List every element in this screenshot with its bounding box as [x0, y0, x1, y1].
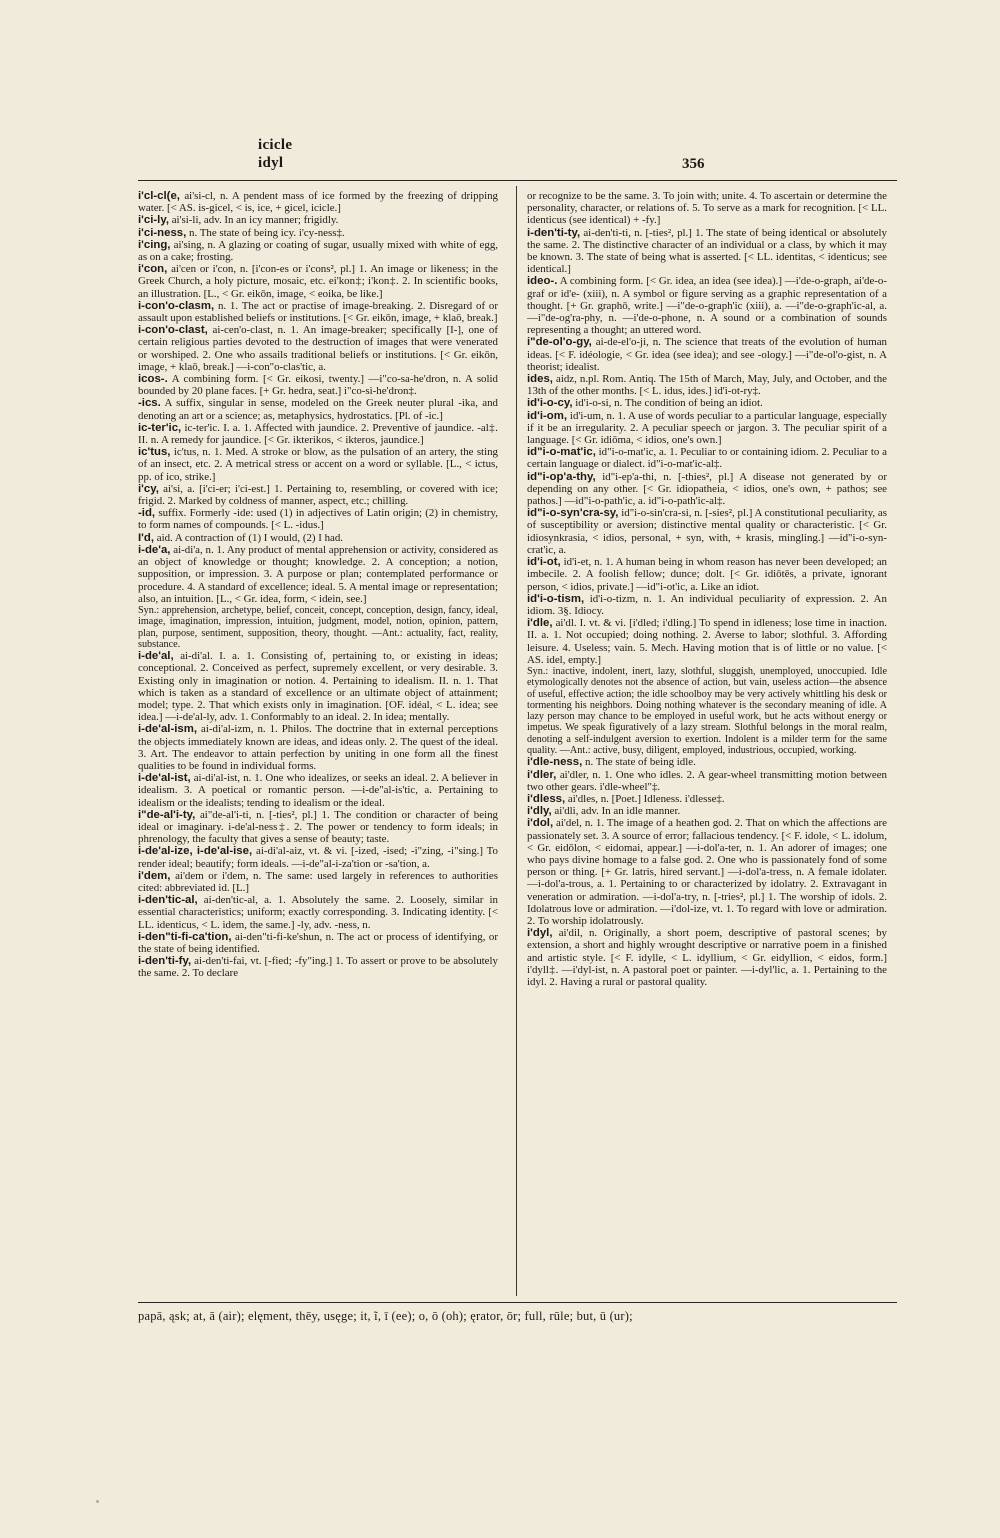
dictionary-entry	[138, 845, 498, 869]
entry-definition: id"i-ep'a-thi, n. [-thies², pl.] A disease not generated by or depending on any other. [< Gr. idiopatheia, < idios, one's own, + pathos; see pathos.] —id"i-o-path'ic, a. id"i-o-path'ic-al‡.	[527, 470, 887, 508]
dictionary-entry	[527, 336, 887, 373]
dictionary-entry	[138, 955, 498, 979]
entry-headword: i-de'a,	[138, 543, 171, 556]
left-column	[138, 190, 498, 1296]
entry-headword: i'cy,	[138, 482, 159, 495]
entry-headword: id"i-op'a-thy,	[527, 470, 596, 483]
entry-definition: ai'dil, n. Originally, a short poem, descriptive of pastoral scenes; by extension, a short and highly wrought descriptive or narrative poem in a finished and artistic style. [< F. idylle, < L. idyllium, < Gr. eidyllion, < eidos, form.] i'dyll‡. —i'dyl-ist, n. A pastoral poet or painter. —i-dyl'lic, a. 1. Pertaining to the idyl. 2. Having a rural or pastoral quality.	[527, 927, 887, 988]
dictionary-entry	[138, 870, 498, 894]
entry-headword: id'i-o-tism,	[527, 592, 585, 605]
entry-headword: i'con,	[138, 263, 168, 276]
entry-headword: I'd,	[138, 531, 154, 544]
dictionary-entry	[527, 556, 887, 593]
dictionary-entry	[527, 805, 887, 817]
dictionary-entry	[138, 446, 498, 483]
dictionary-entry	[138, 324, 498, 373]
entry-definition: or recognize to be the same. 3. To join with; unite. 4. To ascertain or determine the personality, character, or relations of. 5. To serve as a mark for recognition. [< LL. identicus (see identical) + -fy.]	[527, 190, 887, 227]
entry-definition: A suffix, singular in sense, modeled on the Greek neuter plural -ika, and denoting an art or a science; as, metaphysics, hydrostatics. [Pl. of -ic.]	[138, 397, 498, 422]
entry-definition: ai'dles, n. [Poet.] Idleness. i'dlesse‡.	[567, 792, 725, 805]
paper-speck	[96, 1500, 99, 1503]
dictionary-entry	[527, 471, 887, 508]
dictionary-entry	[138, 397, 498, 421]
entry-definition: id'i-et, n. 1. A human being in whom reason has never been developed; an imbecile. 2. A foolish fellow; dunce; dolt. [< Gr. idiōtēs, a private, ignorant person, < idios, private.] —id"i-ot'ic, a. Like an idiot.	[527, 556, 887, 593]
entry-definition: Syn.: apprehension, archetype, belief, conceit, concept, conception, design, fancy, ideal, image, imagination, impression, intuition, judgment, model, notion, opinion, pattern, plan, purpose, sentiment, supposition, theory, thought. —Ant.: actuality, fact, reality, substance.	[138, 604, 498, 650]
entry-headword: -id,	[138, 507, 156, 520]
entry-headword: i'ci-ness,	[138, 226, 187, 239]
dictionary-entry	[138, 214, 498, 226]
entry-headword: i'cing,	[138, 238, 171, 251]
entry-headword: i-de'al-ism,	[138, 723, 198, 736]
dictionary-entry	[138, 422, 498, 446]
entry-headword: id"i-o-syn'cra-sy,	[527, 507, 619, 520]
entry-definition: ai-den'tic-al, a. 1. Absolutely the same. 2. Loosely, similar in essential characteristics; uniform; exactly corresponding. 3. Indicating identity. [< LL. identicus, < L. idem, the same.] -ly, adv. -ness, n.	[138, 894, 498, 931]
entry-headword: i'dly,	[527, 805, 552, 818]
dictionary-entry	[527, 769, 887, 793]
entry-definition: ai-den"ti-fi-ke'shun, n. The act or process of identifying, or the state of being identified.	[138, 930, 498, 955]
page-number: 356	[682, 156, 705, 172]
dictionary-entry	[138, 300, 498, 324]
dictionary-entry	[527, 817, 887, 927]
entry-headword: i'cl-cl(e,	[138, 190, 180, 202]
entry-definition: n. The state of being icy. i'cy-ness‡.	[189, 226, 345, 239]
entry-headword: i'dler,	[527, 768, 557, 781]
entry-headword: -ics.	[138, 397, 161, 410]
dictionary-entry	[138, 190, 498, 214]
dictionary-entry	[138, 239, 498, 263]
dictionary-entry	[527, 617, 887, 666]
entry-headword: i-con'o-clast,	[138, 324, 208, 337]
entry-headword: ic'tus,	[138, 446, 171, 459]
entry-definition: ai'dli, adv. In an idle manner.	[554, 805, 681, 818]
entry-headword: i'dle-ness,	[527, 756, 583, 769]
dictionary-entry	[138, 507, 498, 531]
entry-definition: A combining form. [< Gr. eikosi, twenty.] —i"co-sa-he'dron, n. A solid bounded by 20 plane faces. [+ Gr. hedra, seat.] i"co-si-he'dron‡.	[138, 373, 498, 398]
entry-definition: id'i-o-tizm, n. 1. An individual peculiarity of expression. 2. An idiom. 3§. Idiocy.	[527, 592, 887, 617]
entry-definition: ai'dem or i'dem, n. The same: used largely in references to authorities cited: abbreviated id. [L.]	[138, 869, 498, 894]
entry-definition: ic-ter'ic. I. a. 1. Affected with jaundice. 2. Preventive of jaundice. -al‡. II. n. A remedy for jaundice. [< Gr. ikterikos, < ikteros, jaundice.]	[138, 421, 498, 447]
footer-rule	[138, 1302, 897, 1303]
dictionary-entry	[527, 593, 887, 617]
entry-headword: i"de-ol'o-gy,	[527, 336, 592, 349]
entry-headword: i'dol,	[527, 817, 554, 830]
right-column	[527, 190, 887, 1296]
entry-definition: ai-di'a, n. 1. Any product of mental apprehension or activity, considered as an object of knowledge or thought; knowledge. 2. A conception; a notion, supposition, or impression. 3. A purpose or plan; contemplated performance or procedure. 4. A standard of excellence; ideal. 5. A mental image or representation; also, an intuition. [L., < Gr. idea, form, < idein, see.]	[138, 543, 498, 605]
entry-headword: id'i-o-cy,	[527, 397, 573, 410]
dictionary-entry	[138, 544, 498, 605]
entry-headword: i'dless,	[527, 792, 566, 805]
entry-headword: i-de'al,	[138, 650, 174, 663]
entry-headword: ic-ter'ic,	[138, 421, 182, 434]
entry-definition: ai-den'ti-ti, n. [-ties², pl.] 1. The state of being identical or absolutely the same. 2. The distinctive character of an individual or a class, by which it may be known. 3. The state of being what is asserted. [< LL. identitas, < identicus; see identical.]	[527, 226, 887, 276]
entry-headword: i'dem,	[138, 869, 171, 882]
entry-definition: ai-di'al-aiz, vt. & vi. [-ized, -ised; -i"zing, -i"sing.] To render ideal; beautify; form ideals. —i-de"al-i-za'tion or -sa'tion, a.	[138, 845, 498, 870]
dictionary-entry	[527, 190, 887, 227]
dictionary-entry	[138, 605, 498, 650]
entry-headword: i'dyl,	[527, 927, 553, 940]
entry-definition: ai'dler, n. 1. One who idles. 2. A gear-wheel transmitting motion between two other gears. i'dle-wheel"‡.	[527, 768, 887, 793]
entry-definition: ai-cen'o-clast, n. 1. An image-breaker; specifically [I-], one of certain religious parties devoted to the destruction of images that were venerated or worshiped. 2. One who assails traditional beliefs or institutions. [< Gr. eikōn, image, + klaō, break.] —i-con"o-clas'tic, a.	[138, 324, 498, 373]
entry-headword: ides,	[527, 373, 553, 386]
entry-definition: ai-di'al. I. a. 1. Consisting of, pertaining to, or existing in ideas; conceptional. 2. Conceived as perfect, supremely excellent, or very desirable. 3. Existing only in imagination or notion. 4. Pertaining to idealism. II. n. 1. That which is taken as a standard of excellence or an ultimate object of attainment; model; type. 2. That which exists only in imagination. [OF. idéal, < L. idea; see idea.] —i-de'al-ly, adv. 1. Conformably to an ideal. 2. In idea; mentally.	[138, 650, 498, 724]
entry-headword: ideo-.	[527, 275, 558, 288]
entry-headword: i-de'al-ist,	[138, 772, 191, 785]
entry-headword: i'ci-ly,	[138, 214, 169, 227]
entry-definition: id'i-o-si, n. The condition of being an idiot.	[575, 397, 763, 410]
entry-definition: aidz, n.pl. Rom. Antiq. The 15th of March, May, July, and October, and the 13th of the other months. [< L. idus, ides.] id'i-ot-ry‡.	[527, 373, 887, 398]
entry-definition: id"i-o-sin'cra-si, n. [-sies², pl.] A constitutional peculiarity, as of susceptibility or aversion; distinctive mental quality or characteristic. [< Gr. idiosynkrasia, < idios, personal, + syn, with, + krasis, mingling.] —id"i-o-syn-crat'ic, a.	[527, 507, 887, 556]
dictionary-entry	[527, 666, 887, 756]
dictionary-entry	[138, 723, 498, 772]
entry-definition: ai'del, n. 1. The image of a heathen god. 2. That on which the affections are passionately set. 3. A source of error; fallacious tendency. [< F. idole, < L. idolum, < Gr. eidōlon, < eidomai, appear.] —i-dol'a-ter, n. 1. An adorer of images; one who pays divine homage to a false god. 2. One who is passionately fond of some person or thing. [+ Gr. latris, hired servant.] —i-dol'a-tress, n. A female idolater. —i-dol'a-trous, a. 1. Pertaining to or characterized by idolatry. 2. Extravagant in veneration or admiration. —i-dol'a-try, n. [-tries², pl.] 1. The worship of idols. 2. Idolatrous love or admiration. —i'dol-ize, vt. 1. To regard with love or admiration. 2. To worship idolatrously.	[527, 817, 887, 927]
dictionary-entry	[527, 507, 887, 556]
guide-word-first: icicle	[258, 137, 293, 153]
dictionary-entry	[527, 410, 887, 447]
entry-definition: ai'cen or i'con, n. [i'con-es or i'cons², pl.] 1. An image or likeness; in the Greek Church, a holy picture, mosaic, etc. ei'kon‡; i'kon‡. 2. In scientific books, an illustration. [L., < Gr. eikōn, image, < eoika, be like.]	[138, 263, 498, 300]
entry-headword: id'i-ot,	[527, 556, 561, 569]
entry-definition: ai'dl. I. vt. & vi. [i'dled; i'dling.] To spend in idleness; lose time in inaction. II. a. 1. Not occupied; doing nothing. 2. Averse to labor; slothful. 3. Affording leisure. 4. Useless; vain. 5. Mech. Having motion that is of little or no value. [< AS. idel, empty.]	[527, 617, 887, 666]
entry-headword: i-de'al-ize, i-de'al-ise,	[138, 845, 253, 858]
guide-word-last: idyl	[258, 155, 284, 171]
dictionary-entry	[138, 483, 498, 507]
dictionary-entry	[138, 772, 498, 809]
dictionary-entry	[527, 756, 887, 768]
pronunciation-key: papā, ąsk; at, ā (air); elęment, thēy, usęge; it, ĩ, ī (ee); o, ō (oh); ęrator, ōr; full, rūle; but, ū (ur);	[138, 1309, 633, 1323]
dictionary-entry	[138, 532, 498, 544]
entry-headword: i-den'ti-ty,	[527, 226, 581, 239]
entry-definition: aid. A contraction of (1) I would, (2) I had.	[156, 531, 344, 544]
entry-headword: i-den"ti-fi-ca'tion,	[138, 930, 232, 943]
dictionary-entry	[138, 227, 498, 239]
dictionary-entry	[138, 809, 498, 846]
dictionary-entry	[527, 227, 887, 276]
dictionary-entry	[527, 446, 887, 470]
entry-definition: Syn.: inactive, indolent, inert, lazy, slothful, sluggish, unemployed, unoccupied. Idle etymologically denotes not the absence of action, but vain, useless action—the absence of useful, effective action; the idle schoolboy may be very actively whittling his desk or tormenting his neighbors. Doing nothing whatever is the secondary meaning of idle. A lazy person may chance to be employed in useful work, but he acts without energy or impetus. We speak figuratively of a lazy stream. Slothful belongs in the moral realm, denoting a self-indulgent aversion to exertion. Indolent is a milder term for the same quality. —Ant.: active, busy, diligent, employed, industrious, occupied, working.	[527, 665, 887, 756]
dictionary-entry	[527, 927, 887, 988]
entry-headword: i-den'ti-fy,	[138, 955, 192, 968]
entry-definition: n. The state of being idle.	[585, 756, 696, 769]
entry-headword: i'dle,	[527, 617, 553, 630]
entry-headword: i-con'o-clasm,	[138, 299, 215, 312]
dictionary-entry	[138, 373, 498, 397]
dictionary-entry	[138, 263, 498, 300]
entry-headword: i-den'tic-al,	[138, 894, 198, 907]
entry-headword: id'i-om,	[527, 409, 568, 422]
entry-definition: ai-den'ti-fai, vt. [-fied; -fy"ing.] 1. To assert or prove to be absolutely the same. 2. To declare	[138, 955, 498, 980]
dictionary-entry	[527, 793, 887, 805]
entry-definition: A combining form. [< Gr. idea, an idea (see idea).] —i'de-o-graph, ai'de-o-graf or id'e- (xiii), n. A symbol or figure serving as a graphic representation of a thought. [+ Gr. graphō, write.] —i"de-o-graph'ic (xiii), a. —i"de-o-graph'ic-al, a. —i"de-og'ra-phy, n. —i'de-o-phone, n. A sound or a combination of sounds representing a thought; an uttered word.	[527, 275, 887, 337]
dictionary-entry	[527, 397, 887, 409]
entry-definition: ai'si-cl, n. A pendent mass of ice formed by the freezing of dripping water. [< AS. is-gicel, < is, ice, + gicel, icicle.]	[138, 190, 498, 215]
dictionary-entry	[138, 931, 498, 955]
entry-definition: ai'si, a. [i'ci-er; i'ci-est.] 1. Pertaining to, resembling, or covered with ice; frigid. 2. Marked by coldness of manner, aspect, etc.; chilling.	[138, 482, 498, 508]
entry-definition: id"i-o-mat'ic, a. 1. Peculiar to or containing idiom. 2. Peculiar to a certain language or dialect. id"i-o-mat'ic-al‡.	[527, 446, 887, 471]
entry-definition: ai"de-al'i-ti, n. [-ties², pl.] 1. The condition or character of being ideal or imaginary. i-de'al-ness‡. 2. The power or tendency to form ideals; in phrenology, the faculty that gives a sense of beauty; taste.	[138, 808, 498, 846]
entry-definition: ai-di'al-ist, n. 1. One who idealizes, or seeks an ideal. 2. A believer in idealism. 3. A poetical or romantic person. —i-de"al-is'tic, a. Pertaining to idealism or the idealists; tending to idealism or the ideal.	[138, 772, 498, 809]
entry-definition: suffix. Formerly -ide: used (1) in adjectives of Latin origin; (2) in chemistry, to form names of compounds. [< L. -idus.]	[138, 507, 498, 532]
header-rule	[138, 180, 897, 181]
entry-headword: icos-.	[138, 373, 168, 386]
entry-definition: ai'si-li, adv. In an icy manner; frigidly.	[171, 214, 339, 227]
entry-headword: i"de-al'i-ty,	[138, 808, 196, 821]
column-divider	[516, 186, 517, 1296]
entry-definition: ai-di'al-izm, n. 1. Philos. The doctrine that in external perceptions the objects immediately known are ideas, and ideas only. 2. The quest of the ideal. 3. Art. The endeavor to attain perfection by uniting in one form all the finest qualities to be found in individual forms.	[138, 723, 498, 772]
dictionary-entry	[527, 373, 887, 397]
entry-definition: ai-de-el'o-ji, n. The science that treats of the evolution of human ideas. [< F. idéologie, < Gr. idea (see idea); and see -ology.] —i"de-ol'o-gist, n. A theorist; idealist.	[527, 336, 887, 373]
dictionary-entry	[138, 894, 498, 931]
entry-definition: ic'tus, n. 1. Med. A stroke or blow, as the pulsation of an artery, the sting of an insect, etc. 2. A metrical stress or accent on a word or syllable. [L., < ictus, pp. of ico, strike.]	[138, 446, 498, 483]
entry-definition: id'i-um, n. 1. A use of words peculiar to a particular language, especially if it be an irregularity. 2. A peculiar speech or jargon. 3. The peculiar spirit of a language. [< Gr. idiōma, < idios, one's own.]	[527, 409, 887, 447]
entry-definition: ai'sing, n. A glazing or coating of sugar, usually mixed with white of egg, as on a cake; frosting.	[138, 238, 498, 264]
entry-definition: n. 1. The act or practise of image-breaking. 2. Disregard of or assault upon established beliefs or institutions. [< Gr. eikōn, image, + klaō, break.]	[138, 299, 498, 325]
dictionary-entry	[138, 650, 498, 723]
dictionary-entry	[527, 275, 887, 336]
entry-headword: id"i-o-mat'ic,	[527, 446, 596, 459]
guide-words	[258, 138, 292, 174]
